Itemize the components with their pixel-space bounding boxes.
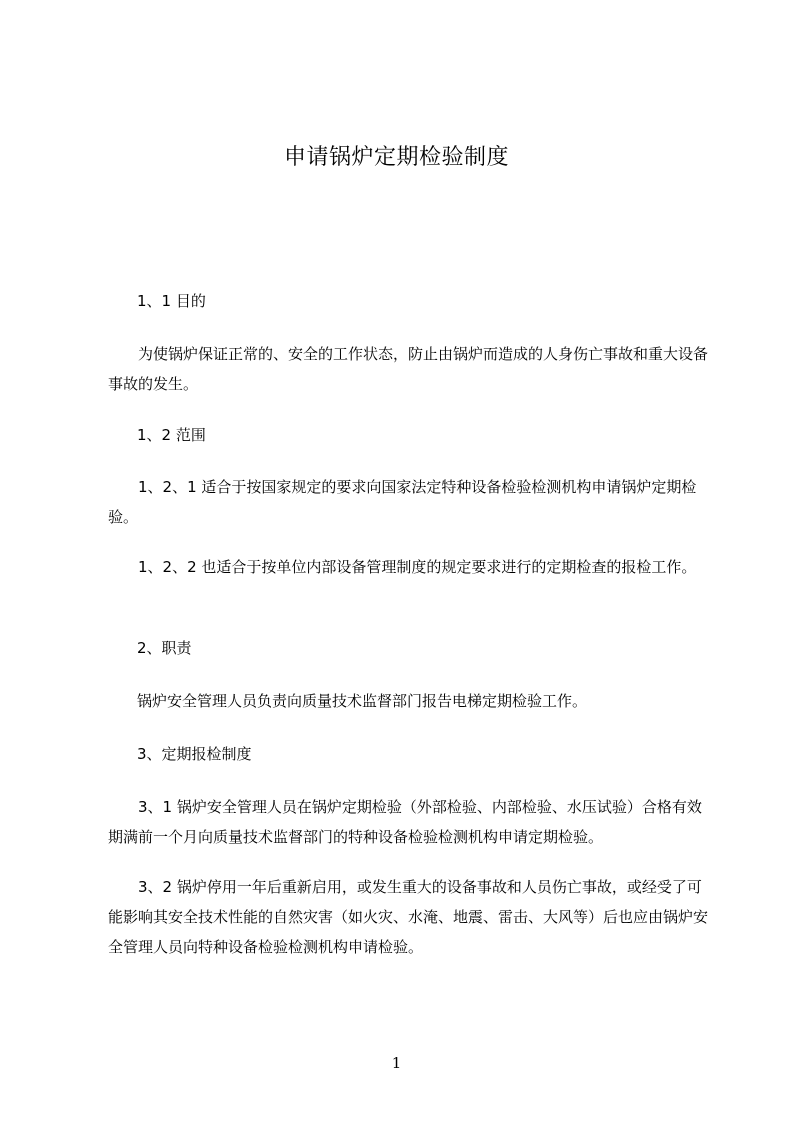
- section-2-heading: 2、职责: [137, 639, 192, 657]
- section-1-1-body: 为使锅炉保证正常的、安全的工作状态，防止由锅炉而造成的人身伤亡事故和重大设备事故的发生。: [108, 345, 709, 393]
- document-title: 申请锅炉定期检验制度: [283, 145, 509, 170]
- section-3-heading: 3、定期报检制度: [137, 745, 252, 763]
- section-1-2-1: 1、2、1 适合于按国家规定的要求向国家法定特种设备检验检测机构申请锅炉定期检验。: [108, 478, 697, 526]
- section-3-2: 3、2 锅炉停用一年后重新启用，或发生重大的设备事故和人员伤亡事故，或经受了可能影响其安全技术性能的自然灾害（如火灾、水淹、地震、雷击、大风等）后也应由锅炉安全管理人员向特种设备检验检测机构申请检验。: [108, 878, 709, 956]
- section-1-1-heading: 1、1 目的: [137, 292, 206, 310]
- page-number: 1: [391, 1054, 402, 1072]
- section-1-2-heading: 1、2 范围: [137, 426, 206, 444]
- section-1-2-2: 1、2、2 也适合于按单位内部设备管理制度的规定要求进行的定期检查的报检工作。: [138, 558, 697, 576]
- section-2-body: 锅炉安全管理人员负责向质量技术监督部门报告电梯定期检验工作。: [137, 692, 588, 710]
- section-3-1: 3、1 锅炉安全管理人员在锅炉定期检验（外部检验、内部检验、水压试验）合格有效期满前一个月向质量技术监督部门的特种设备检验检测机构申请定期检验。: [108, 798, 702, 846]
